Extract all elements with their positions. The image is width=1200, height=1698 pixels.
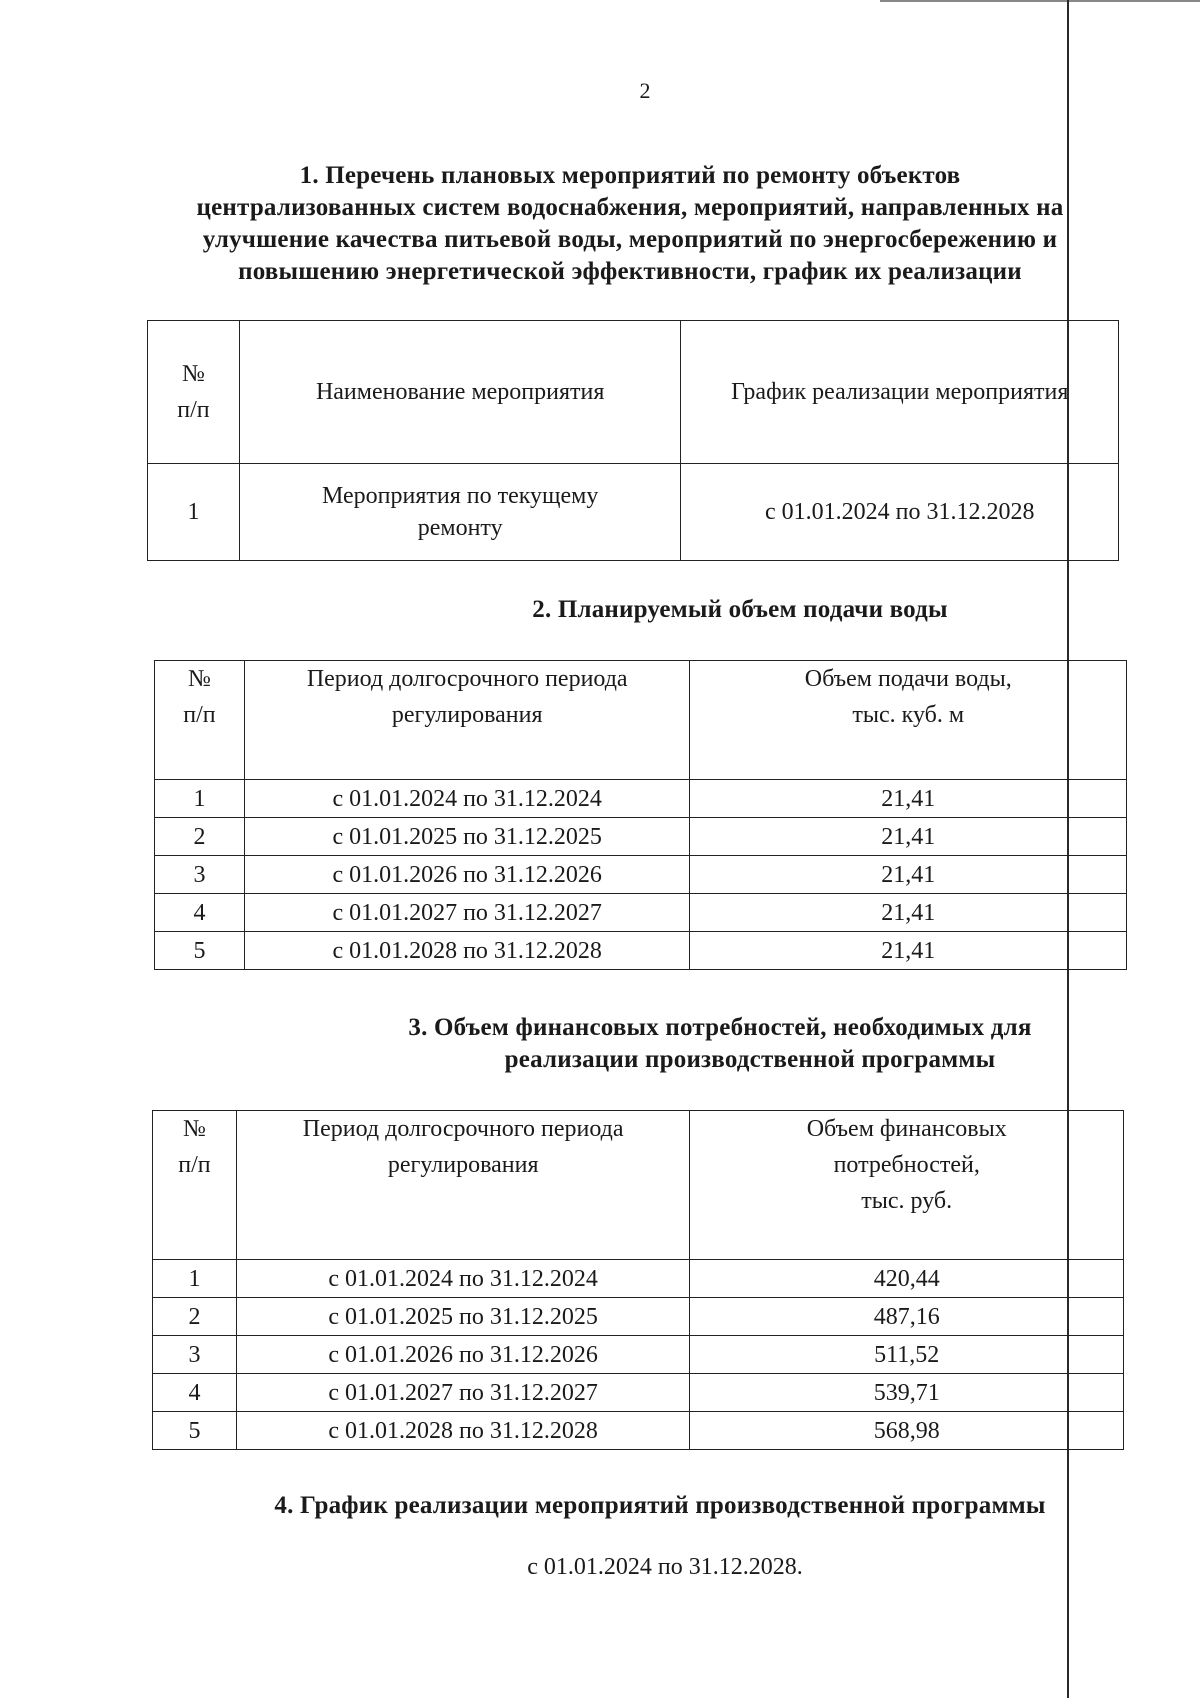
table-row [153, 1336, 1124, 1374]
table-header-row [148, 321, 1119, 464]
activities-table [147, 320, 1119, 561]
row-number: 5 [153, 1412, 237, 1450]
section4-title: 4. График реализации мероприятий производственной программы [274, 1492, 1046, 1519]
row-value: 420,44 [690, 1260, 1124, 1298]
row-value: 21,41 [690, 932, 1127, 970]
header-activity-name: Наименование мероприятия [239, 321, 681, 464]
section4-period: с 01.01.2024 по 31.12.2028. [527, 1554, 803, 1580]
row-value: 487,16 [690, 1298, 1124, 1336]
section3-title-line: реализации производственной программы [504, 1046, 996, 1073]
row-number: 1 [148, 464, 240, 561]
row-number: 4 [153, 1374, 237, 1412]
header-number: № п/п [153, 1111, 237, 1260]
row-period: с 01.01.2024 по 31.12.2024 [236, 1260, 690, 1298]
section3-title [280, 1012, 1160, 1076]
header-period: Период долгосрочного периода регулирования [244, 661, 690, 780]
table-row [153, 1374, 1124, 1412]
row-period: с 01.01.2027 по 31.12.2027 [236, 1374, 690, 1412]
table-row [148, 464, 1119, 561]
table-row [155, 818, 1127, 856]
table-row [155, 780, 1127, 818]
table-row [155, 932, 1127, 970]
row-period: с 01.01.2028 по 31.12.2028 [236, 1412, 690, 1450]
row-number: 2 [153, 1298, 237, 1336]
table-row [155, 894, 1127, 932]
financial-needs-table [152, 1110, 1124, 1450]
row-value: 21,41 [690, 894, 1127, 932]
header-number: № п/п [155, 661, 245, 780]
row-number: 1 [155, 780, 245, 818]
section1-title-line: улучшение качества питьевой воды, мероприятий по энергосбережению и [202, 226, 1058, 253]
row-period: с 01.01.2025 по 31.12.2025 [244, 818, 690, 856]
row-value: 21,41 [690, 780, 1127, 818]
row-number: 1 [153, 1260, 237, 1298]
header-water-volume: Объем подачи воды, тыс. куб. м [690, 661, 1127, 780]
row-period: с 01.01.2025 по 31.12.2025 [236, 1298, 690, 1336]
row-value: 21,41 [690, 818, 1127, 856]
section1-title-line: 1. Перечень плановых мероприятий по ремонту объектов [299, 162, 961, 189]
scan-edge-line [880, 0, 1200, 2]
row-number: 5 [155, 932, 245, 970]
row-value: 539,71 [690, 1374, 1124, 1412]
header-schedule: График реализации мероприятия [681, 321, 1119, 464]
section1-title-line: повышению энергетической эффективности, график их реализации [238, 258, 1022, 285]
table-row [153, 1260, 1124, 1298]
section1-title [120, 160, 1140, 288]
header-financial-volume: Объем финансовых потребностей, тыс. руб. [690, 1111, 1124, 1260]
table-row [153, 1412, 1124, 1450]
table-row [155, 856, 1127, 894]
section3-title-line: 3. Объем финансовых потребностей, необходимых для [408, 1014, 1032, 1041]
table-row [153, 1298, 1124, 1336]
row-schedule: с 01.01.2024 по 31.12.2028 [681, 464, 1119, 561]
row-number: 3 [155, 856, 245, 894]
row-number: 4 [155, 894, 245, 932]
header-number: № п/п [148, 321, 240, 464]
table-header-row [153, 1111, 1124, 1260]
row-activity-name: Мероприятия по текущему ремонту [239, 464, 681, 561]
row-number: 3 [153, 1336, 237, 1374]
row-period: с 01.01.2027 по 31.12.2027 [244, 894, 690, 932]
table-header-row [155, 661, 1127, 780]
row-value: 511,52 [690, 1336, 1124, 1374]
water-supply-table [154, 660, 1127, 970]
page-number: 2 [639, 78, 651, 103]
row-value: 568,98 [690, 1412, 1124, 1450]
row-period: с 01.01.2026 по 31.12.2026 [236, 1336, 690, 1374]
header-period: Период долгосрочного периода регулирования [236, 1111, 690, 1260]
section2-title: 2. Планируемый объем подачи воды [532, 596, 948, 623]
row-number: 2 [155, 818, 245, 856]
row-period: с 01.01.2028 по 31.12.2028 [244, 932, 690, 970]
section1-title-line: централизованных систем водоснабжения, мероприятий, направленных на [196, 194, 1064, 221]
row-period: с 01.01.2024 по 31.12.2024 [244, 780, 690, 818]
row-value: 21,41 [690, 856, 1127, 894]
row-period: с 01.01.2026 по 31.12.2026 [244, 856, 690, 894]
